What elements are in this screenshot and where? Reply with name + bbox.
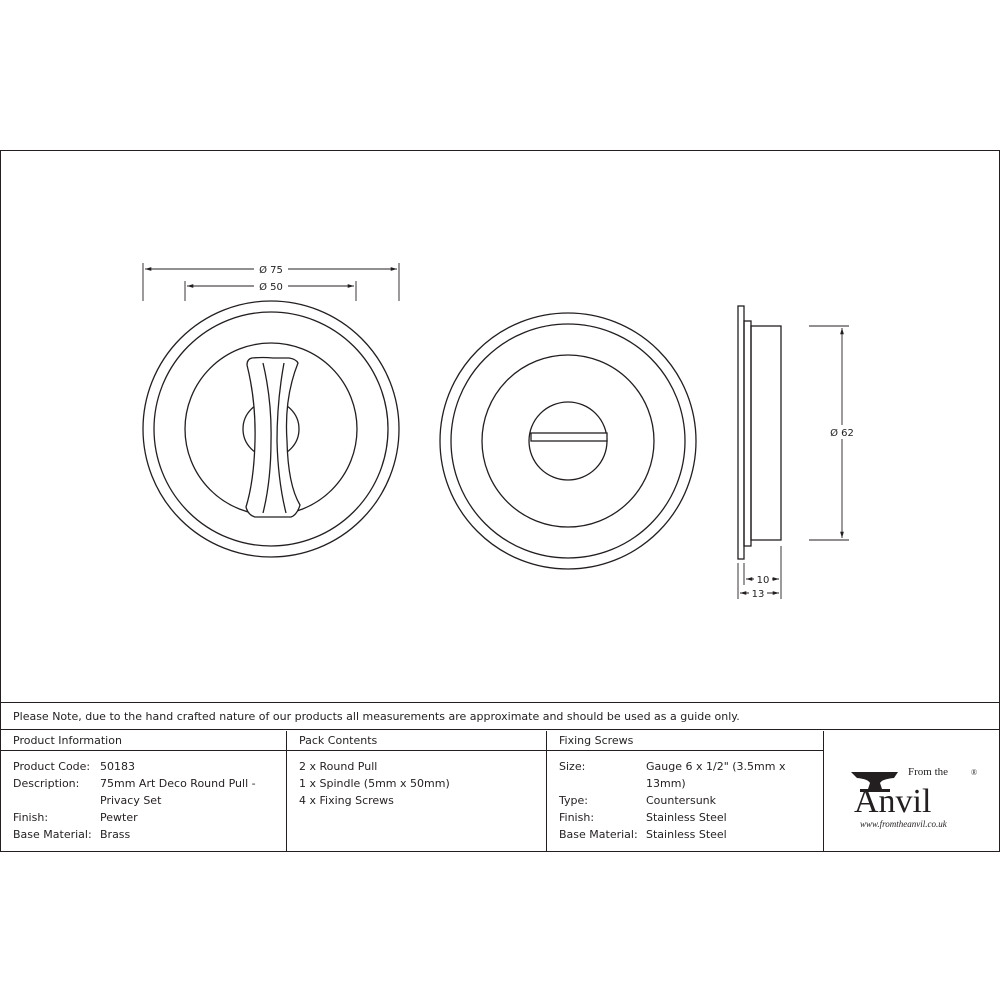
logo-brand: Anvil — [854, 783, 932, 820]
row-value: 75mm Art Deco Round Pull - Privacy Set — [100, 777, 256, 807]
row-label: Type: — [559, 794, 588, 807]
product-information-panel — [1, 731, 287, 851]
dimension-diameter-75: Ø 75 — [259, 265, 283, 276]
row-value: Stainless Steel — [646, 811, 727, 824]
list-item: 4 x Fixing Screws — [299, 794, 394, 807]
row-label: Finish: — [559, 811, 595, 824]
dimension-width-13: 13 — [751, 589, 765, 600]
row-value: Brass — [100, 828, 131, 841]
row-value: Countersunk — [646, 794, 717, 807]
row-value: Pewter — [100, 811, 138, 824]
dimension-diameter-62: Ø 62 — [830, 428, 854, 439]
table-row — [547, 792, 823, 809]
pack-contents-panel — [287, 731, 547, 851]
product-information-heading: Product Information — [1, 731, 286, 751]
row-value: Stainless Steel — [646, 828, 727, 841]
row-label: Finish: — [13, 811, 49, 824]
row-label: Size: — [559, 760, 586, 773]
technical-drawing — [1, 151, 999, 702]
table-row — [547, 758, 823, 792]
list-item: 1 x Spindle (5mm x 50mm) — [299, 777, 450, 790]
row-label: Product Code: — [13, 760, 91, 773]
drawing-sheet — [0, 150, 1000, 852]
measurement-note: Please Note, due to the hand crafted nature of our products all measurements are approximate and should be used as a guide only. — [1, 702, 999, 730]
logo-url: www.fromtheanvil.co.uk — [860, 819, 947, 829]
table-row — [547, 809, 823, 826]
row-label: Base Material: — [559, 828, 638, 841]
dimension-width-10: 10 — [756, 575, 770, 586]
fixing-screws-heading: Fixing Screws — [547, 731, 823, 751]
table-row — [547, 826, 823, 843]
rear-view-emergency-release — [440, 313, 696, 569]
info-table — [1, 731, 999, 851]
front-view-thumbturn — [143, 301, 399, 557]
list-item: 2 x Round Pull — [299, 760, 378, 773]
table-row — [1, 775, 286, 809]
row-value: 50183 — [100, 760, 135, 773]
table-row — [1, 826, 286, 843]
logo-from-the: From the — [908, 766, 949, 778]
table-row — [1, 758, 286, 775]
row-value: Gauge 6 x 1/2" (3.5mm x 13mm) — [646, 760, 786, 790]
table-row — [1, 809, 286, 826]
row-label: Base Material: — [13, 828, 92, 841]
dimension-diameter-50: Ø 50 — [259, 282, 283, 293]
brand-logo — [824, 731, 999, 851]
row-label: Description: — [13, 777, 80, 790]
side-profile-view — [738, 306, 781, 559]
pack-contents-heading: Pack Contents — [287, 731, 546, 751]
registered-mark: ® — [971, 768, 978, 777]
fixing-screws-panel — [547, 731, 824, 851]
